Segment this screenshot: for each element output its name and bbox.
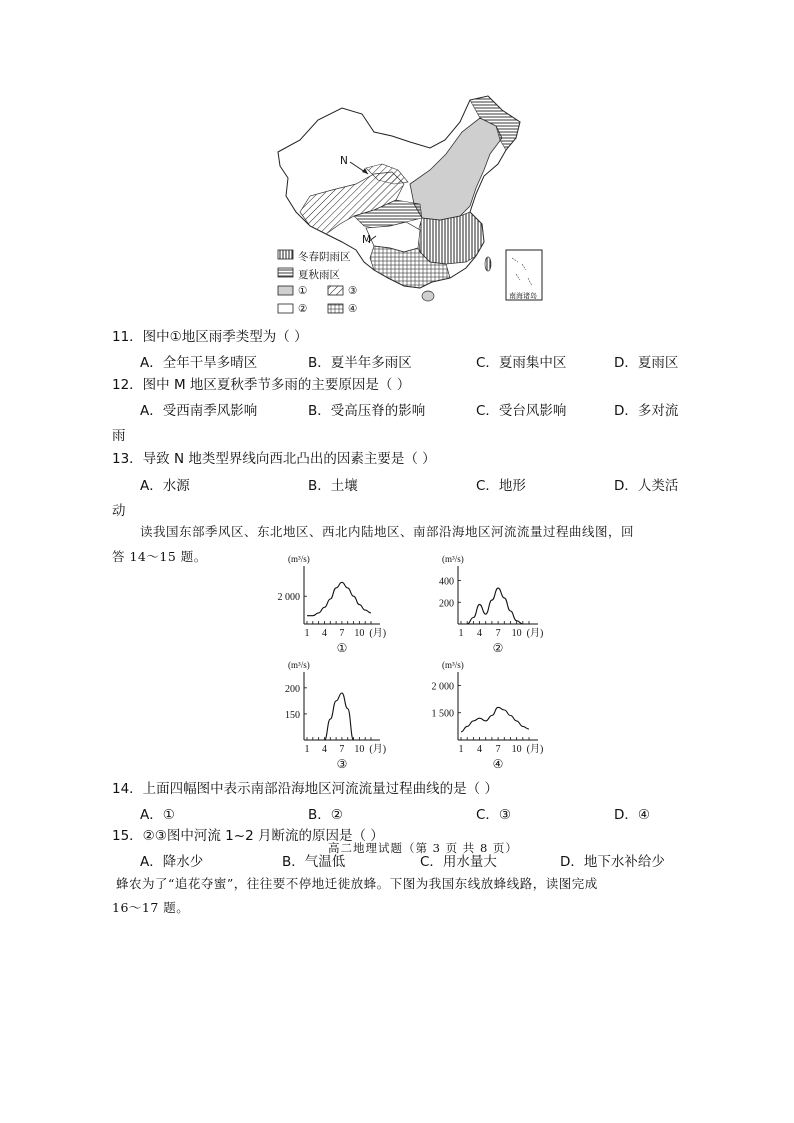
chart-4-x-tick-label: 7 (495, 744, 501, 755)
chart-2-x-label: (月) (526, 628, 544, 639)
q15-option-d: D．地下水补给少 (560, 854, 665, 870)
chart-1-y-tick-label: 2 000 (277, 592, 300, 604)
chart-3-y-tick-label: 200 (285, 683, 300, 695)
page-footer: 高二地理试题（第 3 页 共 8 页） (328, 841, 518, 855)
chart-2-x-tick-label: 10 (511, 628, 522, 639)
chart-2-y-label: (m³/s) (442, 554, 464, 564)
q11-option-a: A．全年干旱多晴区 (140, 355, 258, 371)
q13-option-d-wrap: 动 (112, 503, 126, 519)
q13-option-d: D．人类活 (614, 478, 679, 494)
q15-option-b: B．气温低 (282, 854, 346, 870)
chart-2-x-tick-label: 1 (458, 628, 464, 639)
q14-stem: 14．上面四幅图中表示南部沿海地区河流流量过程曲线的是（ ） (112, 781, 498, 797)
chart-4-x-tick-label: 10 (511, 744, 522, 755)
chart-4-x-tick-label: 4 (477, 744, 483, 755)
river-flow-charts (260, 554, 560, 772)
intro-14-15-line1: 读我国东部季风区、东北地区、西北内陆地区、南部沿海地区河流流量过程曲线图，回 (140, 524, 635, 539)
q12-option-a: A．受西南季风影响 (140, 403, 258, 419)
chart-2-x-tick-label: 4 (477, 628, 483, 639)
q11-option-c: C．夏雨集中区 (476, 355, 567, 371)
chart-3-x-tick-label: 10 (354, 744, 365, 755)
q15-stem: 15．②③图中河流 1~2 月断流的原因是（ ） (112, 828, 384, 844)
q11-stem: 11．图中①地区雨季类型为（ ） (112, 329, 308, 345)
q13-stem: 13．导致 N 地类型界线向西北凸出的因素主要是（ ） (112, 451, 436, 467)
chart-3-flow-line (307, 693, 371, 740)
intro-16-17-line2: 16～17 题。 (112, 900, 190, 915)
chart-1-x-tick-label: 10 (354, 628, 365, 639)
q13-option-a: A．水源 (140, 478, 190, 494)
chart-1-x-tick-label: 1 (304, 628, 310, 639)
intro-14-15-line2: 答 14～15 题。 (112, 549, 207, 564)
q12-option-b: B．受高压脊的影响 (308, 403, 426, 419)
q11-option-b: B．夏半年多雨区 (308, 355, 412, 371)
chart-3-y-tick-label: 150 (285, 709, 300, 721)
map-north-label: N (340, 155, 348, 167)
chart-4-x-tick-label: 1 (458, 744, 464, 755)
q15-option-a: A．降水少 (140, 854, 204, 870)
chart-2-y-tick-label: 200 (439, 598, 454, 610)
chart-4-title: ④ (492, 757, 504, 771)
q12-option-c: C．受台风影响 (476, 403, 567, 419)
chart-3-x-label: (月) (369, 744, 387, 755)
chart-3-x-tick-label: 1 (304, 744, 310, 755)
legend-winter-spring: 冬春阴雨区 (298, 251, 351, 263)
q14-option-c: C．③ (476, 807, 512, 823)
chart-4-y-label: (m³/s) (442, 660, 464, 670)
legend-region-2: ② (298, 303, 308, 315)
chart-4-x-label: (月) (526, 744, 544, 755)
q13-option-c: C．地形 (476, 478, 526, 494)
chart-1-x-tick-label: 4 (321, 628, 327, 639)
intro-16-17-line1: 蜂农为了“追花夺蜜”，往往要不停地迁徙放蜂。下图为我国东线放蜂线路，读图完成 (116, 876, 598, 891)
chart-3-x-tick-label: 4 (321, 744, 327, 755)
chart-4-y-tick-label: 1 500 (431, 708, 454, 720)
map-inset-label: 南海诸岛 (509, 292, 537, 300)
chart-1-y-label: (m³/s) (288, 554, 310, 564)
legend-summer-autumn: 夏秋雨区 (298, 269, 340, 281)
chart-3-title: ③ (336, 757, 348, 771)
chart-3-y-label: (m³/s) (288, 660, 310, 670)
chart-4-flow-line (461, 707, 529, 732)
q12-option-d-wrap: 雨 (112, 428, 126, 444)
chart-1-flow-line (307, 582, 371, 615)
legend-region-1: ① (298, 285, 308, 297)
q14-option-a: A．① (140, 807, 175, 823)
chart-1-x-label: (月) (369, 628, 387, 639)
q15-option-c: C．用水量大 (420, 854, 497, 870)
q13-option-b: B．土壤 (308, 478, 358, 494)
chart-2-title: ② (492, 641, 504, 655)
chart-2-x-tick-label: 7 (495, 628, 501, 639)
chart-2-y-tick-label: 400 (439, 576, 454, 588)
chart-1-title: ① (336, 641, 348, 655)
q14-option-d: D．④ (614, 807, 650, 823)
q12-stem: 12．图中 M 地区夏秋季节多雨的主要原因是（ ） (112, 377, 411, 393)
chart-1-x-tick-label: 7 (339, 628, 345, 639)
q11-option-d: D．夏雨区 (614, 355, 679, 371)
chart-2-flow-line (461, 588, 529, 624)
legend-region-3: ③ (348, 285, 358, 297)
map-m-label: M (362, 234, 372, 246)
legend-region-4: ④ (348, 303, 358, 315)
q14-option-b: B．② (308, 807, 343, 823)
chart-3-x-tick-label: 7 (339, 744, 345, 755)
rain-type-map (270, 92, 560, 322)
q12-option-d: D．多对流 (614, 403, 679, 419)
chart-4-y-tick-label: 2 000 (431, 681, 454, 693)
